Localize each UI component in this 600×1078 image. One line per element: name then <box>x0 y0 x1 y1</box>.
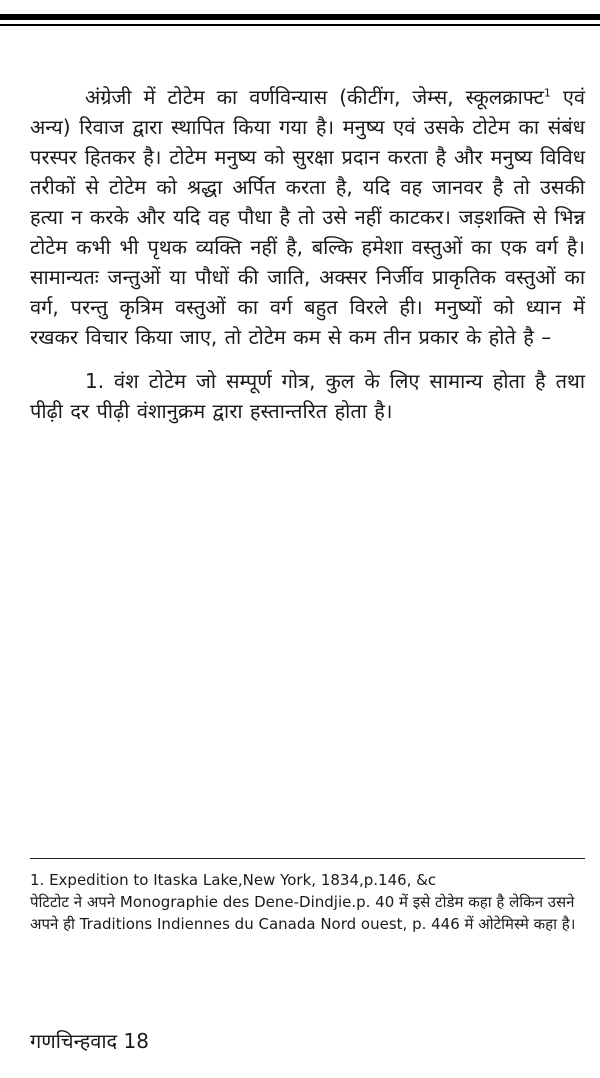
paragraph-2: 1. वंश टोटेम जो सम्पूर्ण गोत्र, कुल के लिए सामान्य होता है तथा पीढ़ी दर पीढ़ी वंशानुक्रम द्वारा हस्तान्तरित होता है। <box>30 369 585 423</box>
main-text <box>30 82 585 426</box>
paragraph-1-start: अंग्रेजी में टोटेम का वर्णविन्यास (कीटींग, जेम्स, स्कूलक्राफ्ट <box>85 85 544 109</box>
footnote-reference[interactable]: 1 <box>543 86 551 100</box>
top-border-rule-thin <box>0 24 600 26</box>
page-footer-folio: गणचिन्हवाद 18 <box>30 1029 149 1053</box>
paragraph-1-rest: एवं अन्य) रिवाज द्वारा स्थापित किया गया है। मनुष्य एवं उसके टोटेम का संबंध परस्पर हितकर है। टोटेम मनुष्य को सुरक्षा प्रदान करता है और मनुष्य विविध तरीकों से टोटेम को श्रद्धा अर्पित करता है, यदि वह जानवर है तो उसकी हत्या न करके और यदि वह पौधा है तो उसे नहीं काटकर। जड़शक्ति से भिन्न टोटेम कभी भी पृथक व्यक्ति नहीं है, बल्कि हमेशा वस्तुओं का एक वर्ग है। सामान्यतः जन्तुओं या पौधों की जाति, अक्सर निर्जीव प्राकृतिक वस्तुओं का वर्ग, परन्तु कृत्रिम वस्तुओं का वर्ग बहुत विरले ही। मनुष्यों को ध्यान में रखकर विचार किया जाए, तो टोटेम कम से कम तीन प्रकार के होते है – <box>30 85 585 349</box>
paragraph-1 <box>30 82 585 352</box>
footnote-1: 1. Expedition to Itaska Lake,New York, 1834,p.146, &c <box>30 871 437 889</box>
top-border-rule <box>0 14 600 20</box>
footnotes <box>30 869 590 935</box>
footnote-1-continuation: पेटिटोट ने अपने Monographie des Dene-Dindjie.p. 40 में इसे टोडेम कहा है लेकिन उसने अपने ही Traditions Indiennes du Canada Nord ouest, p. 446 में ओटेमिस्मे कहा है। <box>30 893 576 933</box>
footnote-separator <box>30 858 585 859</box>
